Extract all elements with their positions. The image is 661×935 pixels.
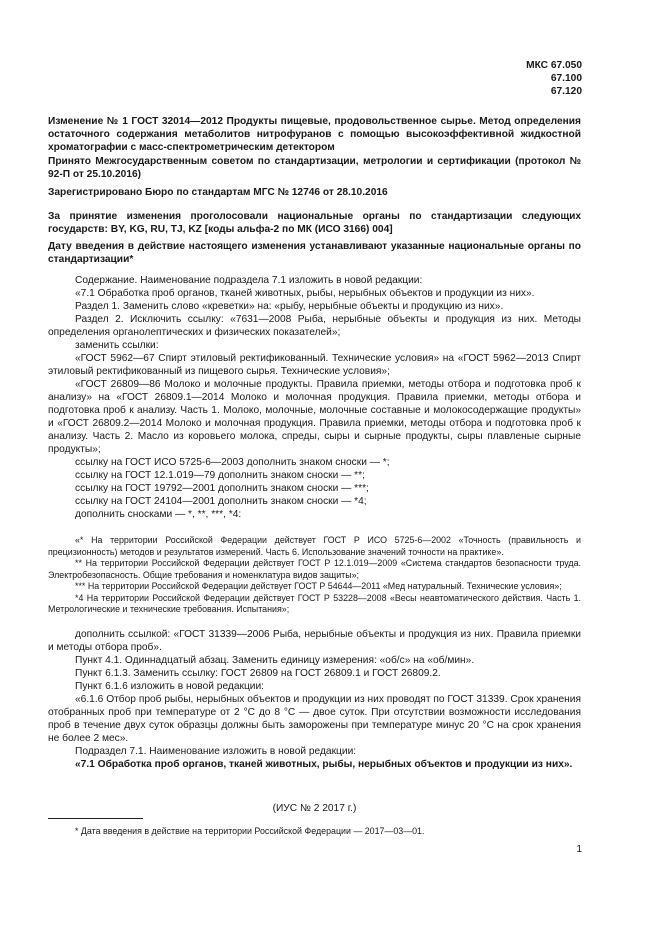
- paragraph: «7.1 Обработка проб органов, тканей животных, рыбы, нерыбных объектов и продукции из них».: [75, 288, 535, 299]
- footnote: *** На территории Российской Федерации действует ГОСТ Р 54644—2011 «Мед натуральный. Технические условия»;: [75, 581, 562, 591]
- paragraph: Пункт 4.1. Одиннадцатый абзац. Заменить единицу измерения: «об/с» на «об/мин».: [75, 655, 475, 666]
- paragraph: заменить ссылки:: [75, 340, 159, 351]
- adopted-statement: Принято Межгосударственным советом по стандартизации, метрологии и сертификации (протокол № 92-П от 25.10.2016): [48, 156, 581, 180]
- amendment-body-continued: [48, 628, 581, 771]
- code-line: 67.120: [550, 86, 582, 97]
- paragraph: Раздел 2. Исключить ссылку: «7631—2008 Рыба, нерыбные объекты и продукция из них. Методы определения органолептических и физических показателей»;: [48, 314, 581, 338]
- paragraph: ссылку на ГОСТ ИСО 5725-6—2003 дополнить знаком сноски — *;: [75, 457, 390, 468]
- paragraph: Подраздел 7.1. Наименование изложить в новой редакции:: [75, 746, 357, 757]
- paragraph: Раздел 1. Заменить слово «креветки» на: «рыбу, нерыбные объекты и продукцию из них».: [75, 301, 504, 312]
- paragraph: Пункт 6.1.6 изложить в новой редакции:: [75, 681, 265, 692]
- paragraph: ссылку на ГОСТ 12.1.019—79 дополнить знаком сноски — **;: [75, 470, 365, 481]
- ius-reference: (ИУС № 2 2017 г.): [272, 803, 357, 814]
- footnote: * Дата введения в действие на территории Российской Федерации — 2017—03—01.: [75, 826, 425, 836]
- amendment-title: Изменение № 1 ГОСТ 32014—2012 Продукты пищевые, продовольственное сырье. Метод определения остаточного содержания метаболитов нитрофуранов с помощью высокоэффективной жидкостной хроматографии с масс-спектрометрическим детектором: [48, 116, 581, 153]
- paragraph: дополнить ссылкой: «ГОСТ 31339—2006 Рыба, нерыбные объекты и продукция из них. Правила приемки и методы отбора проб».: [48, 629, 581, 653]
- footnote: *4 На территории Российской Федерации действует ГОСТ Р 53228—2008 «Весы неавтоматического действия. Часть 1. Метрологические и технические требования. Испытания»;: [48, 592, 581, 614]
- voted-statement: За принятие изменения проголосовали национальные органы по стандартизации следующих государств: BY, KG, RU, TJ, KZ [коды альфа-2 по МК (ИСО 3166) 004]: [48, 211, 581, 235]
- page-number: 1: [576, 844, 582, 855]
- classification-codes: [526, 59, 582, 98]
- paragraph: «ГОСТ 5962—67 Спирт этиловый ректификованный. Технические условия» на «ГОСТ 5962—2013 Спирт этиловый ректификованный из пищевого сырья. Технические условия»;: [48, 353, 581, 377]
- registration-statement: Зарегистрировано Бюро по стандартам МГС № 12746 от 28.10.2016: [48, 187, 388, 198]
- paragraph: ссылку на ГОСТ 24104—2001 дополнить знаком сноски — *4;: [75, 496, 367, 507]
- paragraph: «6.1.6 Отбор проб рыбы, нерыбных объектов и продукции из них проводят по ГОСТ 31339. Срок хранения отобранных проб при температуре от 2 °С до 8 °С — двое суток. При отсутствии возможности исследования проб в течение двух суток образцы должны быть заморожены при температуре минус 20 °С на срок хранения не более 2 мес».: [48, 694, 581, 744]
- bottom-footnote: [48, 826, 581, 838]
- footnote: «* На территории Российской Федерации действует ГОСТ Р ИСО 5725-6—2002 «Точность (правильность и прецизионность) методов и результатов измерений. Часть 6. Использование значений точности на практике».: [48, 535, 581, 557]
- amendment-body: [48, 274, 581, 521]
- footnotes-block: [48, 535, 581, 616]
- paragraph: «7.1 Обработка проб органов, тканей животных, рыбы, нерыбных объектов и продукции из них».: [75, 759, 573, 770]
- footnote: ** На территории Российской Федерации действует ГОСТ Р 12.1.019—2009 «Система стандартов безопасности труда. Электробезопасность. Общие требования и номенклатура видов защиты»;: [48, 558, 581, 580]
- paragraph: Содержание. Наименование подраздела 7.1 изложить в новой редакции:: [75, 275, 423, 286]
- footnote-divider: [48, 818, 143, 819]
- paragraph: ссылку на ГОСТ 19792—2001 дополнить знаком сноски — ***;: [75, 483, 369, 494]
- paragraph: Пункт 6.1.3. Заменить ссылку: ГОСТ 26809 на ГОСТ 26809.1 и ГОСТ 26809.2.: [75, 668, 441, 679]
- code-line: МКС 67.050: [526, 60, 582, 71]
- code-line: 67.100: [550, 73, 582, 84]
- paragraph: дополнить сносками — *, **, ***, *4:: [75, 509, 242, 520]
- paragraph: «ГОСТ 26809—86 Молоко и молочные продукты. Правила приемки, методы отбора и подготовка проб к анализу» на «ГОСТ 26809.1—2014 Молоко и молочная продукция. Правила приемки, методы отбора и подготовка проб к анализу. Часть 1. Молоко, молочные, молочные составные и молокосодержащие продукты» и «ГОСТ 26809.2—2014 Молоко и молочная продукция. Правила приемки, методы отбора и подготовка проб к анализу. Часть 2. Масло из коровьего молока, спреды, сыры и сырные продукты, сыры плавленые сырные продукты»;: [48, 379, 581, 455]
- effective-date-statement: Дату введения в действие настоящего изменения устанавливают указанные национальные органы по стандартизации*: [48, 241, 581, 265]
